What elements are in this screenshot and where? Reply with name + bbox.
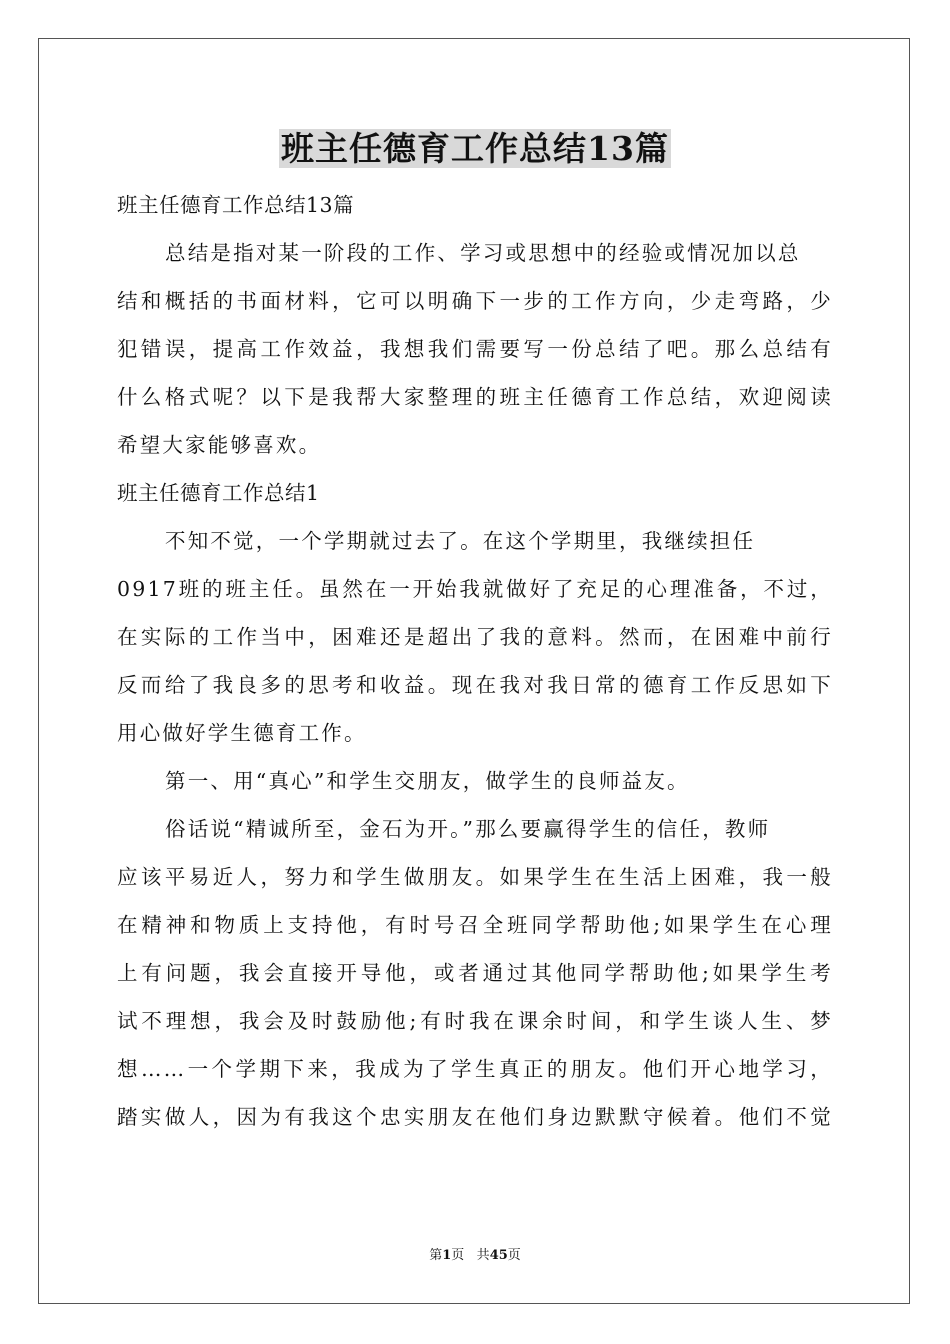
body-line: 0917班的班主任。虽然在一开始我就做好了充足的心理准备，不过， [117, 577, 833, 601]
body-line: 不知不觉，一个学期就过去了。在这个学期里，我继续担任 [165, 529, 756, 553]
body-line: 应该平易近人，努力和学生做朋友。如果学生在生活上困难，我一般 [117, 865, 833, 889]
body-line: 用心做好学生德育工作。 [117, 721, 367, 745]
body-line: 什么格式呢？以下是我帮大家整理的班主任德育工作总结，欢迎阅读 [117, 385, 833, 409]
body-line: 犯错误，提高工作效益，我想我们需要写一份总结了吧。那么总结有 [117, 337, 833, 361]
body-line: 在精神和物质上支持他，有时号召全班同学帮助他;如果学生在心理 [117, 913, 833, 937]
section-heading: 班主任德育工作总结1 [117, 481, 320, 505]
body-line: 班主任德育工作总结13篇 [117, 193, 355, 217]
body-line: 想……一个学期下来，我成为了学生真正的朋友。他们开心地学习， [117, 1057, 833, 1081]
document-title [0, 126, 950, 172]
page-unit: 页 [451, 1248, 465, 1263]
total-unit: 页 [507, 1248, 521, 1263]
body-line: 总结是指对某一阶段的工作、学习或思想中的经验或情况加以总 [165, 241, 801, 265]
total-pages: 45 [489, 1248, 508, 1263]
page-prefix: 第 [429, 1248, 443, 1263]
body-line: 希望大家能够喜欢。 [117, 433, 322, 457]
subheading-line: 第一、用“真心”和学生交朋友，做学生的良师益友。 [165, 769, 690, 793]
body-line: 试不理想，我会及时鼓励他;有时我在课余时间，和学生谈人生、梦 [117, 1009, 833, 1033]
page-footer [0, 1247, 950, 1265]
body-line: 反而给了我良多的思考和收益。现在我对我日常的德育工作反思如下 [117, 673, 833, 697]
body-line: 在实际的工作当中，困难还是超出了我的意料。然而，在困难中前行 [117, 625, 833, 649]
body-line: 结和概括的书面材料，它可以明确下一步的工作方向，少走弯路，少 [117, 289, 833, 313]
total-prefix: 共 [476, 1248, 490, 1263]
document-body [117, 181, 833, 1141]
body-line: 上有问题，我会直接开导他，或者通过其他同学帮助他;如果学生考 [117, 961, 833, 985]
page-number: 1 [442, 1248, 452, 1263]
document-title-text: 班主任德育工作总结13篇 [281, 129, 669, 168]
body-line: 俗话说“精诚所至，金石为开。”那么要赢得学生的信任，教师 [165, 817, 771, 841]
body-line: 踏实做人，因为有我这个忠实朋友在他们身边默默守候着。他们不觉 [117, 1105, 833, 1129]
